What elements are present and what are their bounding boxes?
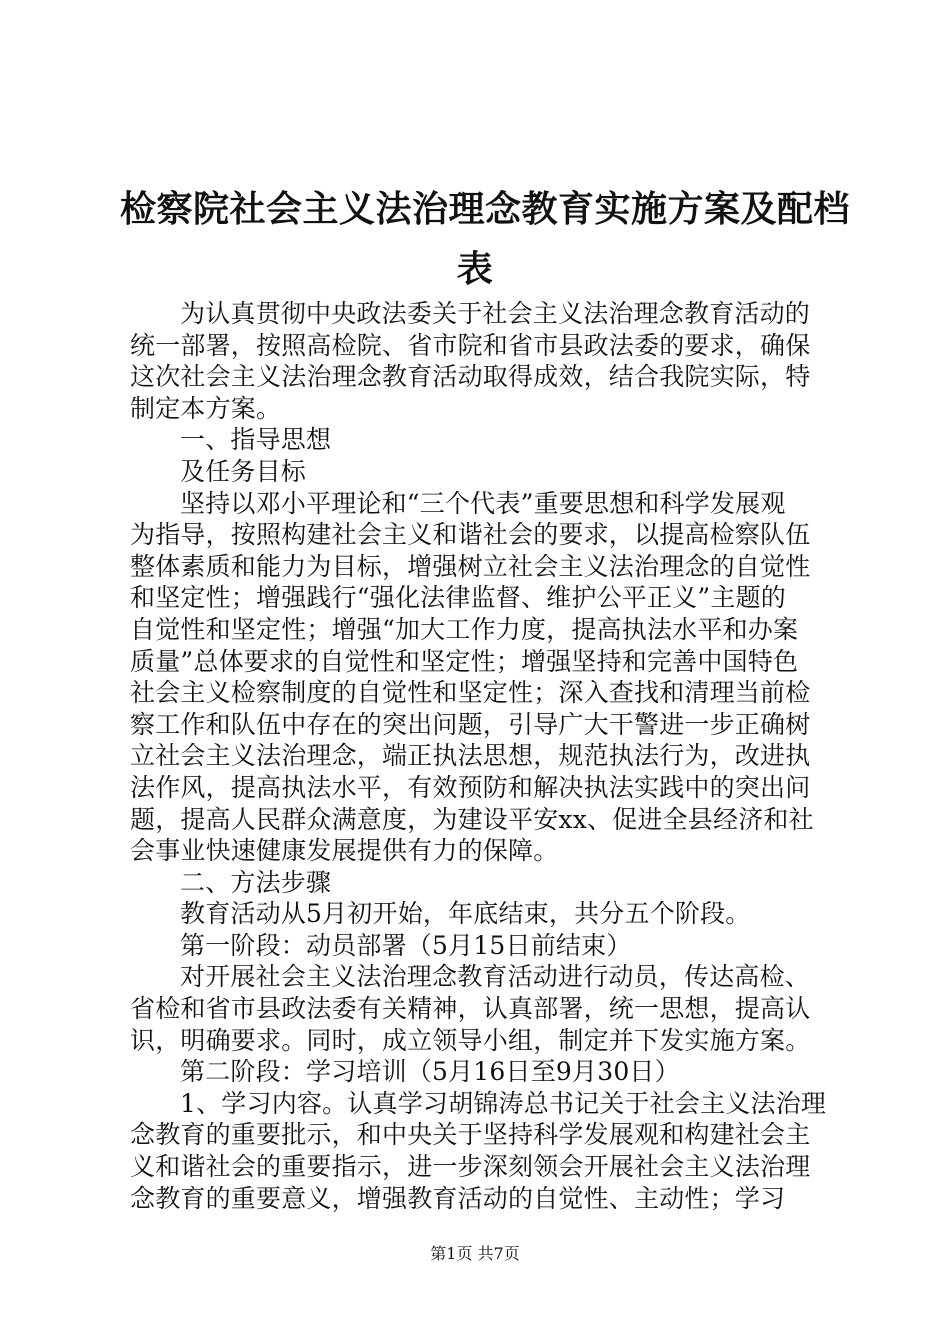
body-text-line: 题，提高人民群众满意度，为建设平安xx、促进全县经济和社 <box>130 804 814 834</box>
body-text-line: 会事业快速健康发展提供有力的保障。 <box>130 836 559 866</box>
document-title-line-1: 检察院社会主义法治理念教育实施方案及配档 <box>120 188 851 230</box>
document-body <box>130 298 830 1214</box>
body-text-line: 坚持以邓小平理论和“三个代表”重要思想和科学发展观 <box>180 488 786 518</box>
body-text-line: 第二阶段：学习培训（5月16日至9月30日） <box>180 1057 680 1087</box>
body-text-line: 整体素质和能力为目标，增强树立社会主义法治理念的自觉性 <box>130 551 811 581</box>
body-text-line: 这次社会主义法治理念教育活动取得成效，结合我院实际，特 <box>130 362 811 392</box>
body-text-line: 察工作和队伍中存在的突出问题，引导广大干警进一步正确树 <box>130 709 811 739</box>
document-title-line-2: 表 <box>456 248 494 290</box>
body-text-line: 制定本方案。 <box>130 393 282 423</box>
body-text-line: 法作风，提高执法水平，有效预防和解决执法实践中的突出问 <box>130 772 811 802</box>
body-text-line: 对开展社会主义法治理念教育活动进行动员，传达高检、 <box>180 962 811 992</box>
body-text-line: 教育活动从5月初开始，年底结束，共分五个阶段。 <box>180 899 751 929</box>
body-text-line: 念教育的重要意义，增强教育活动的自觉性、主动性；学习 <box>130 1183 786 1213</box>
body-text-line: 一、指导思想 <box>180 425 332 455</box>
body-text-line: 第一阶段：动员部署（5月15日前结束） <box>180 930 632 960</box>
body-text-line: 自觉性和坚定性；增强“加大工作力度，提高执法水平和办案 <box>130 614 799 644</box>
body-text-line: 省检和省市县政法委有关精神，认真部署，统一思想，提高认 <box>130 994 811 1024</box>
page-footer: 第1页 共7页 <box>430 1244 520 1263</box>
body-text-line: 二、方法步骤 <box>180 867 332 897</box>
body-text-line: 念教育的重要批示，和中央关于坚持科学发展观和构建社会主 <box>130 1120 811 1150</box>
body-text-line: 识，明确要求。同时，成立领导小组，制定并下发实施方案。 <box>130 1025 811 1055</box>
body-text-line: 统一部署，按照高检院、省市院和省市县政法委的要求，确保 <box>130 330 811 360</box>
body-text-line: 为认真贯彻中央政法委关于社会主义法治理念教育活动的 <box>180 299 811 328</box>
body-text-line: 义和谐社会的重要指示，进一步深刻领会开展社会主义法治理 <box>130 1152 811 1182</box>
body-text-line: 社会主义检察制度的自觉性和坚定性；深入查找和清理当前检 <box>130 678 811 708</box>
body-text-line: 和坚定性；增强践行“强化法律监督、维护公平正义”主题的 <box>130 583 786 613</box>
body-text-line: 质量”总体要求的自觉性和坚定性；增强坚持和完善中国特色 <box>130 646 799 676</box>
body-text-line: 为指导，按照构建社会主义和谐社会的要求，以提高检察队伍 <box>130 520 811 550</box>
body-text-line: 1、学习内容。认真学习胡锦涛总书记关于社会主义法治理 <box>180 1088 827 1118</box>
body-text-line: 及任务目标 <box>180 456 307 486</box>
body-text-line: 立社会主义法治理念，端正执法思想，规范执法行为，改进执 <box>130 741 811 771</box>
